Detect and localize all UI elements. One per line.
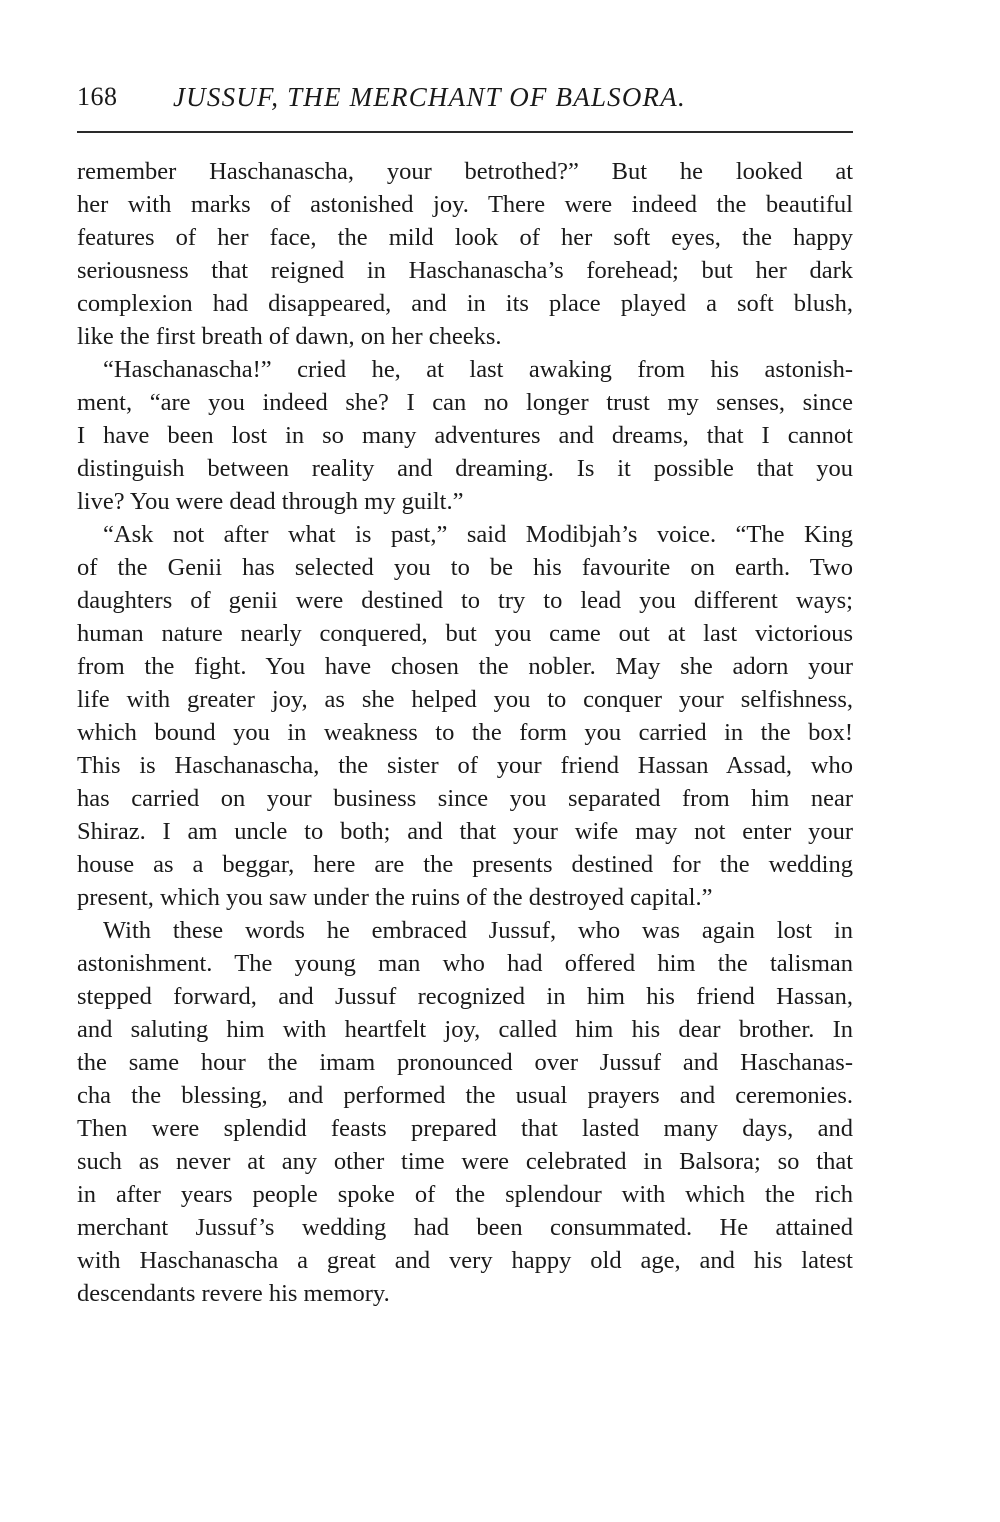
text-line: “Haschanascha!” cried he, at last awaking from his astonish- [103,356,853,383]
text-line: from the fight. You have chosen the nobler. May she adorn your [77,653,853,680]
text-line: house as a beggar, here are the presents destined for the wedding [77,851,853,878]
page-number: 168 [77,82,118,111]
text-line: and saluting him with heartfelt joy, called him his dear brother. In [77,1016,853,1043]
text-line: With these words he embraced Jussuf, who was again lost in [103,917,853,944]
text-line: Shiraz. I am uncle to both; and that your wife may not enter your [77,818,853,845]
text-line: present, which you saw under the ruins of the destroyed capital.” [77,884,713,911]
text-line: “Ask not after what is past,” said Modibjah’s voice. “The King [103,521,853,548]
text-line: features of her face, the mild look of her soft eyes, the happy [77,224,853,251]
text-line: descendants revere his memory. [77,1280,390,1307]
running-title: JUSSUF, THE MERCHANT OF BALSORA. [173,82,686,112]
text-line: distinguish between reality and dreaming. Is it possible that you [77,455,853,482]
text-line: I have been lost in so many adventures and dreams, that I cannot [77,422,853,449]
text-line: astonishment. The young man who had offered him the talisman [77,950,853,977]
text-line: of the Genii has selected you to be his favourite on earth. Two [77,554,853,581]
text-line: complexion had disappeared, and in its place played a soft blush, [77,290,853,317]
header-rule [77,131,853,133]
text-line: her with marks of astonished joy. There were indeed the beautiful [77,191,853,218]
text-line: live? You were dead through my guilt.” [77,488,464,515]
text-line: such as never at any other time were celebrated in Balsora; so that [77,1148,853,1175]
text-line: This is Haschanascha, the sister of your friend Hassan Assad, who [77,752,853,779]
text-line: Then were splendid feasts prepared that lasted many days, and [77,1115,853,1142]
text-line: like the first breath of dawn, on her cheeks. [77,323,502,350]
text-line: has carried on your business since you separated from him near [77,785,853,812]
text-line: human nature nearly conquered, but you came out at last victorious [77,620,853,647]
body-text [77,155,853,1310]
text-line: remember Haschanascha, your betrothed?” But he looked at [77,158,853,185]
text-line: in after years people spoke of the splendour with which the rich [77,1181,853,1208]
text-line: the same hour the imam pronounced over Jussuf and Haschanas- [77,1049,853,1076]
text-line: daughters of genii were destined to try to lead you different ways; [77,587,853,614]
running-head [77,74,853,124]
text-line: stepped forward, and Jussuf recognized in him his friend Hassan, [77,983,853,1010]
text-line: which bound you in weakness to the form you carried in the box! [77,719,853,746]
text-line: cha the blessing, and performed the usual prayers and ceremonies. [77,1082,853,1109]
text-line: with Haschanascha a great and very happy old age, and his latest [77,1247,853,1274]
text-line: life with greater joy, as she helped you to conquer your selfishness, [77,686,853,713]
text-line: merchant Jussuf’s wedding had been consummated. He attained [77,1214,853,1241]
text-line: ment, “are you indeed she? I can no longer trust my senses, since [77,389,853,416]
text-line: seriousness that reigned in Haschanascha’s forehead; but her dark [77,257,853,284]
